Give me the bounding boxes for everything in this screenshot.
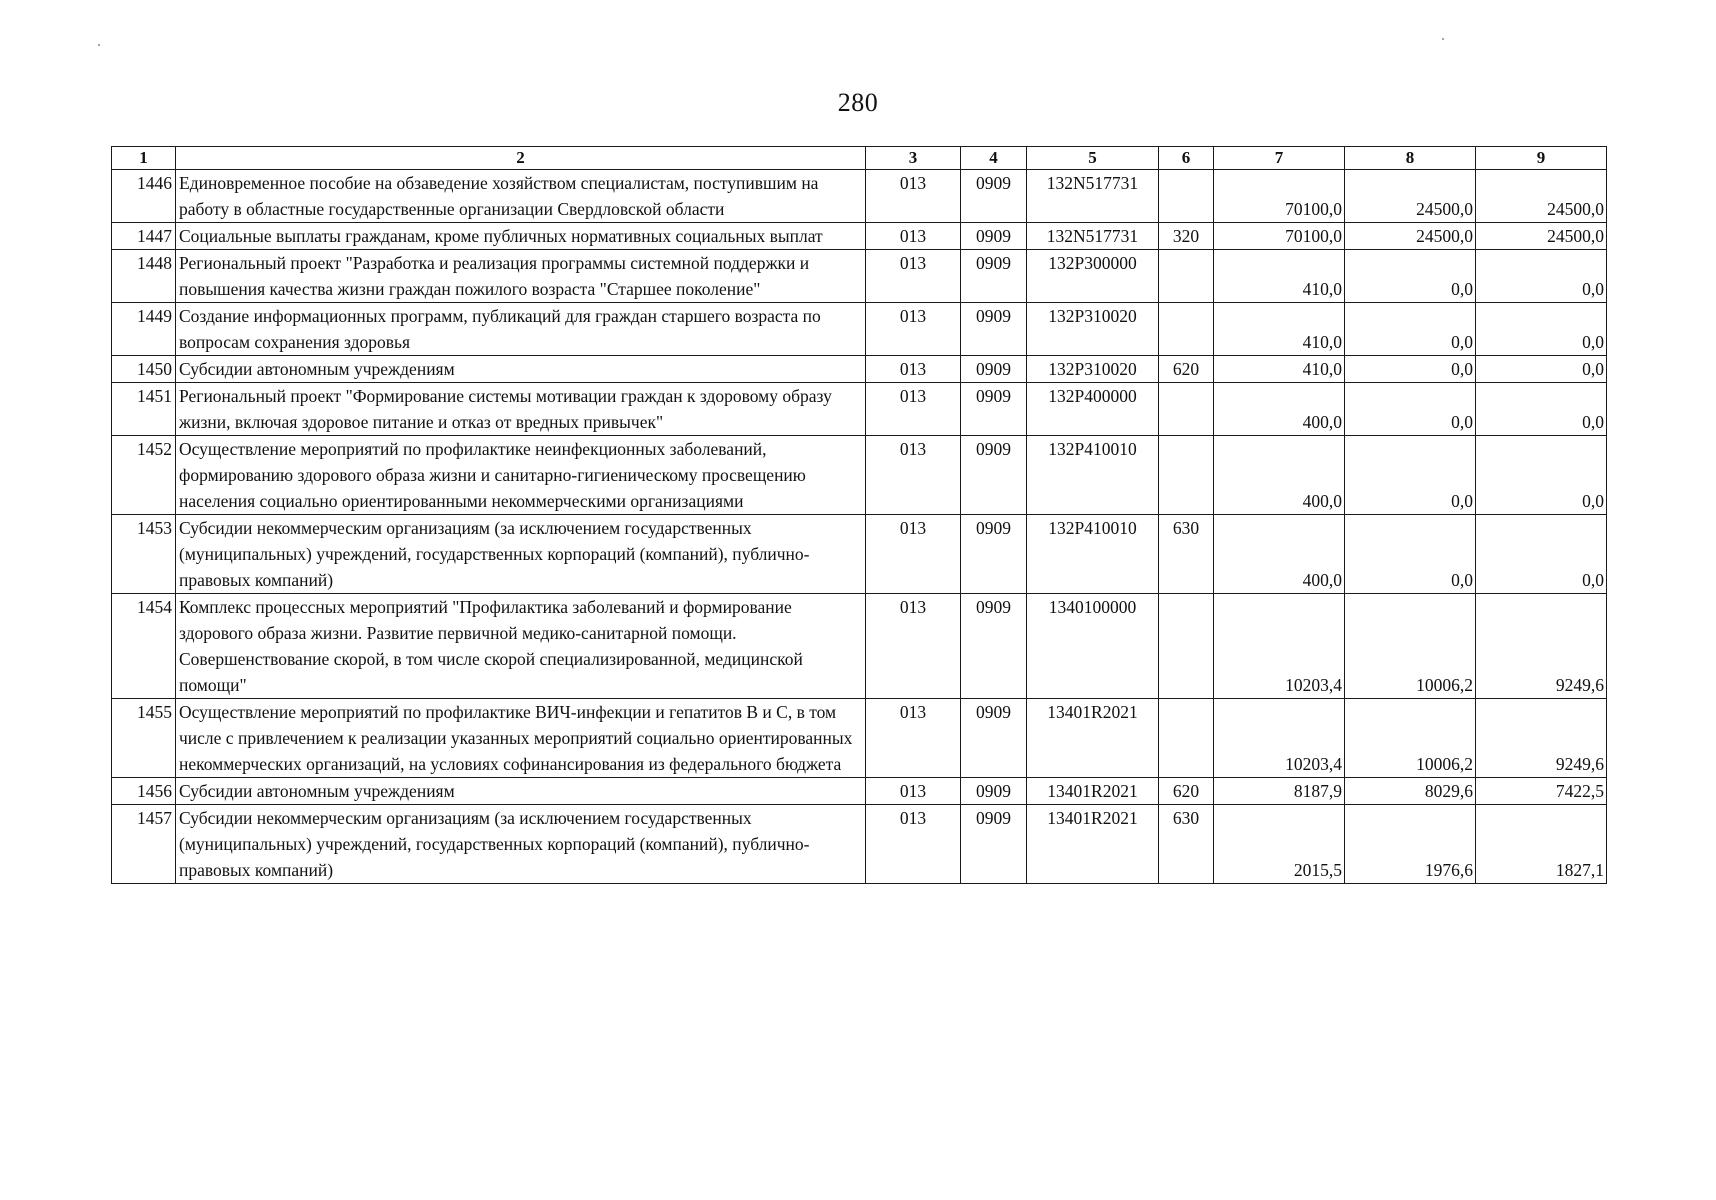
row-number: 1448 (112, 250, 176, 303)
section-code: 0909 (961, 356, 1027, 383)
header-col-5: 5 (1027, 147, 1159, 170)
row-number: 1454 (112, 594, 176, 699)
section-code: 0909 (961, 805, 1027, 884)
table-row (112, 356, 1607, 383)
amount-col-7: 70100,0 (1214, 170, 1345, 223)
ministry-code: 013 (866, 356, 961, 383)
expense-type-code: 630 (1159, 515, 1214, 594)
table-header-row (112, 147, 1607, 170)
header-col-3: 3 (866, 147, 961, 170)
amount-col-9: 0,0 (1476, 250, 1607, 303)
ministry-code: 013 (866, 383, 961, 436)
expense-type-code (1159, 383, 1214, 436)
amount-col-9: 9249,6 (1476, 594, 1607, 699)
section-code: 0909 (961, 594, 1027, 699)
row-name: Субсидии некоммерческим организациям (за исключением государственных (муниципальных) учреждений, государственных корпораций (компаний), публично-правовых компаний) (176, 805, 866, 884)
table-row (112, 436, 1607, 515)
expense-type-code: 630 (1159, 805, 1214, 884)
amount-col-7: 410,0 (1214, 250, 1345, 303)
row-number: 1446 (112, 170, 176, 223)
row-number: 1457 (112, 805, 176, 884)
amount-col-7: 410,0 (1214, 356, 1345, 383)
scan-speck (1442, 38, 1444, 40)
amount-col-7: 400,0 (1214, 436, 1345, 515)
target-article-code: 13401R2021 (1027, 699, 1159, 778)
table-row (112, 383, 1607, 436)
amount-col-7: 10203,4 (1214, 594, 1345, 699)
amount-col-7: 400,0 (1214, 515, 1345, 594)
section-code: 0909 (961, 170, 1027, 223)
section-code: 0909 (961, 515, 1027, 594)
amount-col-7: 410,0 (1214, 303, 1345, 356)
amount-col-7: 10203,4 (1214, 699, 1345, 778)
amount-col-8: 10006,2 (1345, 699, 1476, 778)
amount-col-7: 400,0 (1214, 383, 1345, 436)
amount-col-9: 9249,6 (1476, 699, 1607, 778)
ministry-code: 013 (866, 778, 961, 805)
amount-col-9: 0,0 (1476, 515, 1607, 594)
table-row (112, 778, 1607, 805)
row-number: 1452 (112, 436, 176, 515)
header-col-1: 1 (112, 147, 176, 170)
ministry-code: 013 (866, 594, 961, 699)
header-col-9: 9 (1476, 147, 1607, 170)
target-article-code: 132P310020 (1027, 303, 1159, 356)
target-article-code: 132P410010 (1027, 436, 1159, 515)
target-article-code: 132N517731 (1027, 223, 1159, 250)
section-code: 0909 (961, 699, 1027, 778)
section-code: 0909 (961, 383, 1027, 436)
section-code: 0909 (961, 223, 1027, 250)
target-article-code: 132P310020 (1027, 356, 1159, 383)
amount-col-9: 7422,5 (1476, 778, 1607, 805)
ministry-code: 013 (866, 303, 961, 356)
section-code: 0909 (961, 250, 1027, 303)
header-col-6: 6 (1159, 147, 1214, 170)
row-number: 1447 (112, 223, 176, 250)
budget-table-container (111, 146, 1607, 884)
row-name: Субсидии автономным учреждениям (176, 778, 866, 805)
amount-col-8: 24500,0 (1345, 223, 1476, 250)
header-col-2: 2 (176, 147, 866, 170)
amount-col-7: 8187,9 (1214, 778, 1345, 805)
row-name: Субсидии некоммерческим организациям (за исключением государственных (муниципальных) учреждений, государственных корпораций (компаний), публично-правовых компаний) (176, 515, 866, 594)
table-row (112, 250, 1607, 303)
amount-col-8: 0,0 (1345, 383, 1476, 436)
expense-type-code (1159, 699, 1214, 778)
section-code: 0909 (961, 778, 1027, 805)
row-name: Комплекс процессных мероприятий "Профилактика заболеваний и формирование здорового образа жизни. Развитие первичной медико-санитарной помощи. Совершенствование скорой, в том числе скорой специализированной, медицинской помощи" (176, 594, 866, 699)
target-article-code: 132P410010 (1027, 515, 1159, 594)
row-number: 1455 (112, 699, 176, 778)
amount-col-9: 0,0 (1476, 356, 1607, 383)
row-name: Субсидии автономным учреждениям (176, 356, 866, 383)
ministry-code: 013 (866, 170, 961, 223)
amount-col-9: 0,0 (1476, 436, 1607, 515)
page-number: 280 (837, 88, 879, 117)
expense-type-code (1159, 303, 1214, 356)
amount-col-8: 1976,6 (1345, 805, 1476, 884)
table-row (112, 223, 1607, 250)
expense-type-code (1159, 594, 1214, 699)
amount-col-8: 0,0 (1345, 303, 1476, 356)
target-article-code: 132P400000 (1027, 383, 1159, 436)
expense-type-code: 620 (1159, 356, 1214, 383)
header-col-8: 8 (1345, 147, 1476, 170)
row-name: Осуществление мероприятий по профилактике ВИЧ-инфекции и гепатитов В и С, в том числе с привлечением к реализации указанных мероприятий социально ориентированных некоммерческих организаций, на условиях софинансирования из федерального бюджета (176, 699, 866, 778)
budget-table (111, 146, 1607, 884)
row-name: Региональный проект "Формирование системы мотивации граждан к здоровому образу жизни, включая здоровое питание и отказ от вредных привычек" (176, 383, 866, 436)
target-article-code: 13401R2021 (1027, 778, 1159, 805)
row-name: Единовременное пособие на обзаведение хозяйством специалистам, поступившим на работу в областные государственные организации Свердловской области (176, 170, 866, 223)
row-number: 1453 (112, 515, 176, 594)
amount-col-9: 0,0 (1476, 303, 1607, 356)
table-row (112, 515, 1607, 594)
amount-col-7: 70100,0 (1214, 223, 1345, 250)
amount-col-8: 0,0 (1345, 515, 1476, 594)
table-row (112, 699, 1607, 778)
table-row (112, 303, 1607, 356)
row-number: 1451 (112, 383, 176, 436)
row-name: Создание информационных программ, публикаций для граждан старшего возраста по вопросам сохранения здоровья (176, 303, 866, 356)
table-row (112, 805, 1607, 884)
expense-type-code (1159, 436, 1214, 515)
expense-type-code: 320 (1159, 223, 1214, 250)
amount-col-8: 24500,0 (1345, 170, 1476, 223)
table-row (112, 594, 1607, 699)
amount-col-8: 0,0 (1345, 436, 1476, 515)
section-code: 0909 (961, 436, 1027, 515)
amount-col-9: 1827,1 (1476, 805, 1607, 884)
ministry-code: 013 (866, 699, 961, 778)
ministry-code: 013 (866, 223, 961, 250)
section-code: 0909 (961, 303, 1027, 356)
amount-col-8: 0,0 (1345, 356, 1476, 383)
amount-col-8: 8029,6 (1345, 778, 1476, 805)
ministry-code: 013 (866, 515, 961, 594)
ministry-code: 013 (866, 436, 961, 515)
ministry-code: 013 (866, 805, 961, 884)
row-name: Социальные выплаты гражданам, кроме публичных нормативных социальных выплат (176, 223, 866, 250)
scan-speck (98, 44, 100, 46)
amount-col-8: 10006,2 (1345, 594, 1476, 699)
target-article-code: 132N517731 (1027, 170, 1159, 223)
expense-type-code: 620 (1159, 778, 1214, 805)
amount-col-7: 2015,5 (1214, 805, 1345, 884)
target-article-code: 13401R2021 (1027, 805, 1159, 884)
row-name: Осуществление мероприятий по профилактике неинфекционных заболеваний, формированию здорового образа жизни и санитарно-гигиеническому просвещению населения социально ориентированными некоммерческими организациями (176, 436, 866, 515)
table-row (112, 170, 1607, 223)
target-article-code: 1340100000 (1027, 594, 1159, 699)
target-article-code: 132P300000 (1027, 250, 1159, 303)
header-col-7: 7 (1214, 147, 1345, 170)
expense-type-code (1159, 250, 1214, 303)
amount-col-9: 0,0 (1476, 383, 1607, 436)
row-number: 1456 (112, 778, 176, 805)
amount-col-9: 24500,0 (1476, 223, 1607, 250)
row-number: 1450 (112, 356, 176, 383)
header-col-4: 4 (961, 147, 1027, 170)
amount-col-9: 24500,0 (1476, 170, 1607, 223)
amount-col-8: 0,0 (1345, 250, 1476, 303)
expense-type-code (1159, 170, 1214, 223)
ministry-code: 013 (866, 250, 961, 303)
row-number: 1449 (112, 303, 176, 356)
row-name: Региональный проект "Разработка и реализация программы системной поддержки и повышения качества жизни граждан пожилого возраста "Старшее поколение" (176, 250, 866, 303)
